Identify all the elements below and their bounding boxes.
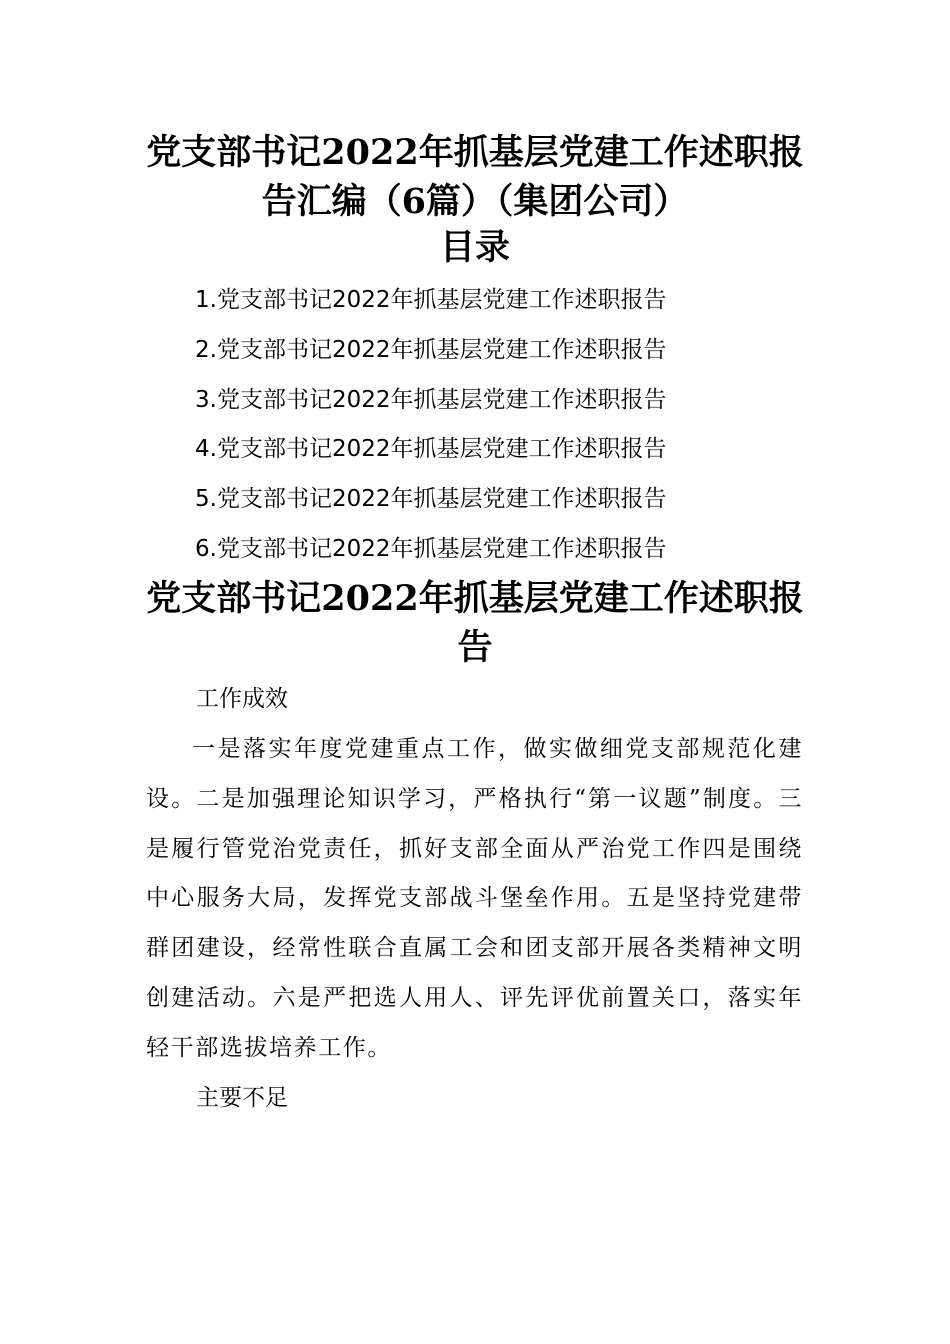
toc-item-5[interactable]: 5.党支部书记2022年抓基层党建工作述职报告 <box>195 486 667 513</box>
main-title: 党支部书记2022年抓基层党建工作述职报告汇编（6篇）（集团公司） <box>146 132 804 222</box>
section-title: 党支部书记2022年抓基层党建工作述职报告 <box>146 578 804 668</box>
subheading-shortcomings: 主要不足 <box>196 1085 288 1111</box>
toc-heading: 目录 <box>439 227 510 268</box>
toc-item-3[interactable]: 3.党支部书记2022年抓基层党建工作述职报告 <box>195 386 667 413</box>
body-paragraph: 一是落实年度党建重点工作，做实做细党支部规范化建设。二是加强理论知识学习，严格执行“第一议题”制度。三是履行管党治党责任，抓好支部全面从严治党工作四是围绕中心服务大局，发挥党支部战斗堡垒作用。五是坚持党建带群团建设，经常性联合直属工会和团支部开展各类精神文明创建活动。六是严把选人用人、评先评优前置关口，落实年轻干部选拔培养工作。 <box>146 736 803 1061</box>
toc-item-1[interactable]: 1.党支部书记2022年抓基层党建工作述职报告 <box>195 287 667 313</box>
subheading-achievements: 工作成效 <box>196 686 288 712</box>
toc-item-2[interactable]: 2.党支部书记2022年抓基层党建工作述职报告 <box>195 336 667 363</box>
table-of-contents <box>195 284 815 583</box>
toc-item-6[interactable]: 6.党支部书记2022年抓基层党建工作述职报告 <box>195 535 667 562</box>
toc-item-4[interactable]: 4.党支部书记2022年抓基层党建工作述职报告 <box>195 436 667 463</box>
